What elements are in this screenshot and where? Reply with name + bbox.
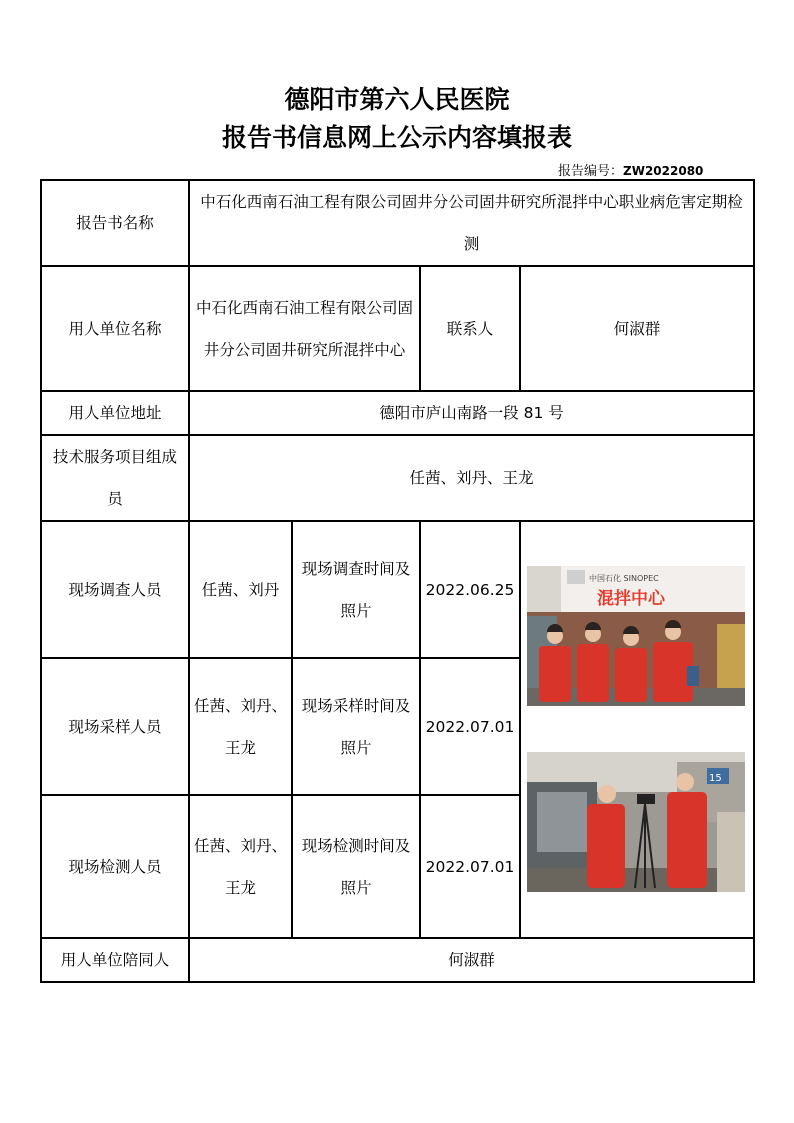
team-value: 任茜、刘丹、王龙: [189, 435, 754, 521]
sampling-time-label: 现场采样时间及照片: [292, 658, 420, 795]
photo2-label: 15: [709, 773, 722, 784]
report-number-value: ZW2022080: [623, 164, 704, 178]
testing-time-label: 现场检测时间及照片: [292, 795, 420, 938]
escort-label: 用人单位陪同人: [41, 938, 189, 982]
survey-date: 2022.06.25: [420, 521, 520, 658]
photos-cell: [520, 521, 754, 938]
photo1-sign: 混拌中心: [597, 589, 665, 609]
testing-photo: [527, 752, 745, 892]
employer-label: 用人单位名称: [41, 266, 189, 391]
escort-value: 何淑群: [189, 938, 754, 982]
team-label: 技术服务项目组成员: [41, 435, 189, 521]
photo1-logo: 中国石化 SINOPEC: [589, 574, 659, 583]
report-number-label: 报告编号：: [558, 164, 624, 179]
report-name-value: 中石化西南石油工程有限公司固井分公司固井研究所混拌中心职业病危害定期检测: [189, 180, 754, 266]
employer-value: 中石化西南石油工程有限公司固井分公司固井研究所混拌中心: [189, 266, 420, 391]
survey-photo: [527, 566, 745, 706]
survey-time-label: 现场调查时间及照片: [292, 521, 420, 658]
testing-staff-value: 任茜、刘丹、王龙: [189, 795, 292, 938]
sampling-date: 2022.07.01: [420, 658, 520, 795]
survey-staff-label: 现场调查人员: [41, 521, 189, 658]
info-table: [40, 179, 755, 983]
address-label: 用人单位地址: [41, 391, 189, 435]
survey-staff-value: 任茜、刘丹: [189, 521, 292, 658]
contact-label: 联系人: [420, 266, 520, 391]
sampling-staff-value: 任茜、刘丹、王龙: [189, 658, 292, 795]
contact-value: 何淑群: [520, 266, 754, 391]
form-title: 报告书信息网上公示内容填报表: [221, 123, 572, 152]
report-name-label: 报告书名称: [41, 180, 189, 266]
testing-date: 2022.07.01: [420, 795, 520, 938]
address-value: 德阳市庐山南路一段 81 号: [189, 391, 754, 435]
testing-staff-label: 现场检测人员: [41, 795, 189, 938]
hospital-title: 德阳市第六人民医院: [284, 85, 510, 114]
report-number: [558, 160, 703, 179]
sampling-staff-label: 现场采样人员: [41, 658, 189, 795]
